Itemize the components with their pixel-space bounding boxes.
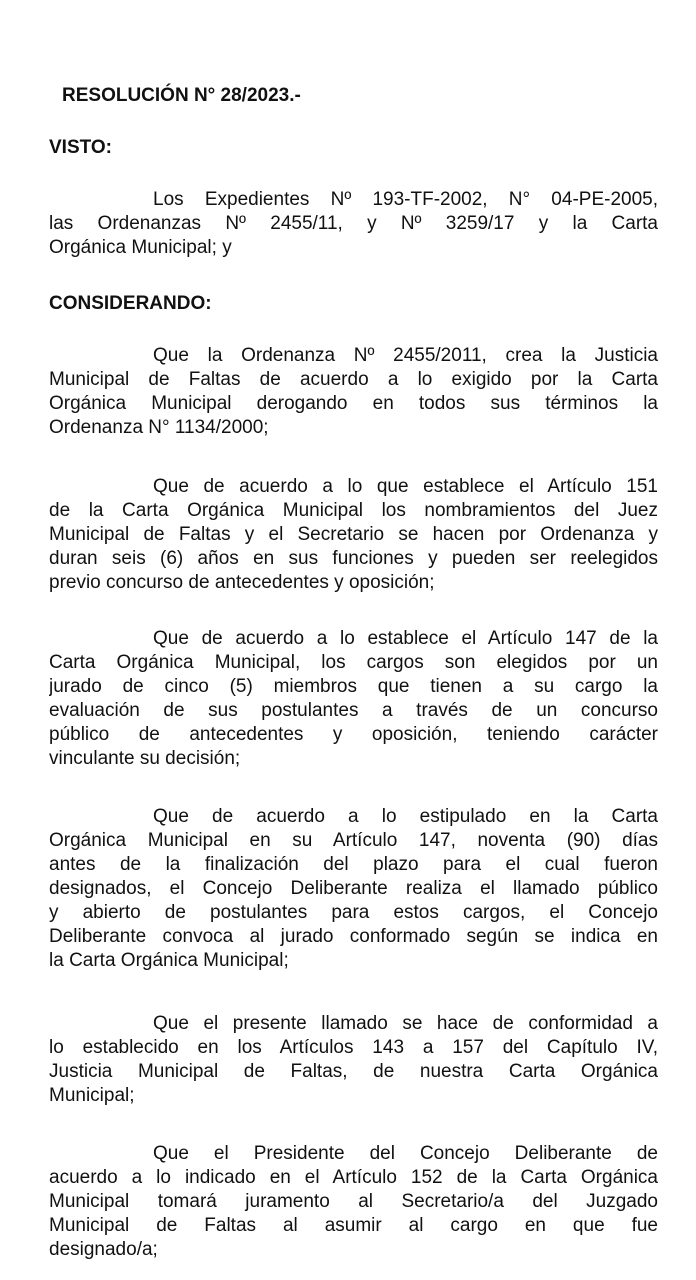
paragraph-line: la Carta Orgánica Municipal; <box>49 950 289 971</box>
paragraph-line: Municipal de Faltas y el Secretario se hacen por Ordenanza y <box>49 524 658 545</box>
paragraph-line: designados, el Concejo Deliberante realiza el llamado público <box>49 878 658 899</box>
paragraph-line: público de antecedentes y oposición, teniendo carácter <box>49 724 658 745</box>
paragraph-line: Que de acuerdo a lo que establece el Artículo 151 <box>153 476 658 497</box>
paragraph-line: Deliberante convoca al jurado conformado según se indica en <box>49 926 658 947</box>
paragraph-line: Municipal; <box>49 1085 135 1106</box>
paragraph-line: Que el Presidente del Concejo Deliberante de <box>153 1143 658 1164</box>
visto-paragraph <box>49 188 658 260</box>
paragraph-line: vinculante su decisión; <box>49 748 241 769</box>
paragraph-line: Que la Ordenanza Nº 2455/2011, crea la Justicia <box>153 345 658 366</box>
paragraph-line: Que el presente llamado se hace de conformidad a <box>153 1013 658 1034</box>
paragraph-line: Que de acuerdo a lo establece el Artículo 147 de la <box>153 628 658 649</box>
considerando-paragraph <box>49 1012 658 1108</box>
paragraph-line: Los Expedientes Nº 193-TF-2002, N° 04-PE-2005, <box>153 189 658 210</box>
paragraph-line: las Ordenanzas Nº 2455/11, y Nº 3259/17 y la Carta <box>49 213 658 234</box>
considerando-paragraph <box>49 344 658 440</box>
considerando-paragraph <box>49 627 658 771</box>
paragraph-line: Municipal de Faltas al asumir al cargo en que fue <box>49 1215 658 1236</box>
paragraph-line: acuerdo a lo indicado en el Artículo 152 de la Carta Orgánica <box>49 1167 658 1188</box>
paragraph-line: lo establecido en los Artículos 143 a 157 del Capítulo IV, <box>49 1037 658 1058</box>
paragraph-line: Orgánica Municipal en su Artículo 147, noventa (90) días <box>49 830 658 851</box>
paragraph-line: de la Carta Orgánica Municipal los nombramientos del Juez <box>49 500 658 521</box>
resolution-title: RESOLUCIÓN N° 28/2023.- <box>62 85 301 106</box>
paragraph-line: Municipal tomará juramento al Secretario/a del Juzgado <box>49 1191 658 1212</box>
considerando-paragraph <box>49 1142 658 1262</box>
paragraph-line: Carta Orgánica Municipal, los cargos son elegidos por un <box>49 652 658 673</box>
considerando-paragraph <box>49 475 658 595</box>
paragraph-line: Ordenanza N° 1134/2000; <box>49 417 269 438</box>
considerando-heading: CONSIDERANDO: <box>49 293 212 314</box>
paragraph-line: jurado de cinco (5) miembros que tienen a su cargo la <box>49 676 658 697</box>
paragraph-line: Justicia Municipal de Faltas, de nuestra Carta Orgánica <box>49 1061 658 1082</box>
paragraph-line: Municipal de Faltas de acuerdo a lo exigido por la Carta <box>49 369 658 390</box>
paragraph-line: antes de la finalización del plazo para el cual fueron <box>49 854 658 875</box>
paragraph-line: duran seis (6) años en sus funciones y pueden ser reelegidos <box>49 548 658 569</box>
paragraph-line: designado/a; <box>49 1239 158 1260</box>
paragraph-line: y abierto de postulantes para estos cargos, el Concejo <box>49 902 658 923</box>
paragraph-line: Orgánica Municipal derogando en todos sus términos la <box>49 393 658 414</box>
paragraph-line: previo concurso de antecedentes y oposición; <box>49 572 435 593</box>
paragraph-line: evaluación de sus postulantes a través de un concurso <box>49 700 658 721</box>
considerando-paragraph <box>49 805 658 973</box>
paragraph-line: Que de acuerdo a lo estipulado en la Carta <box>153 806 658 827</box>
paragraph-line: Orgánica Municipal; y <box>49 237 232 258</box>
visto-heading: VISTO: <box>49 137 112 158</box>
